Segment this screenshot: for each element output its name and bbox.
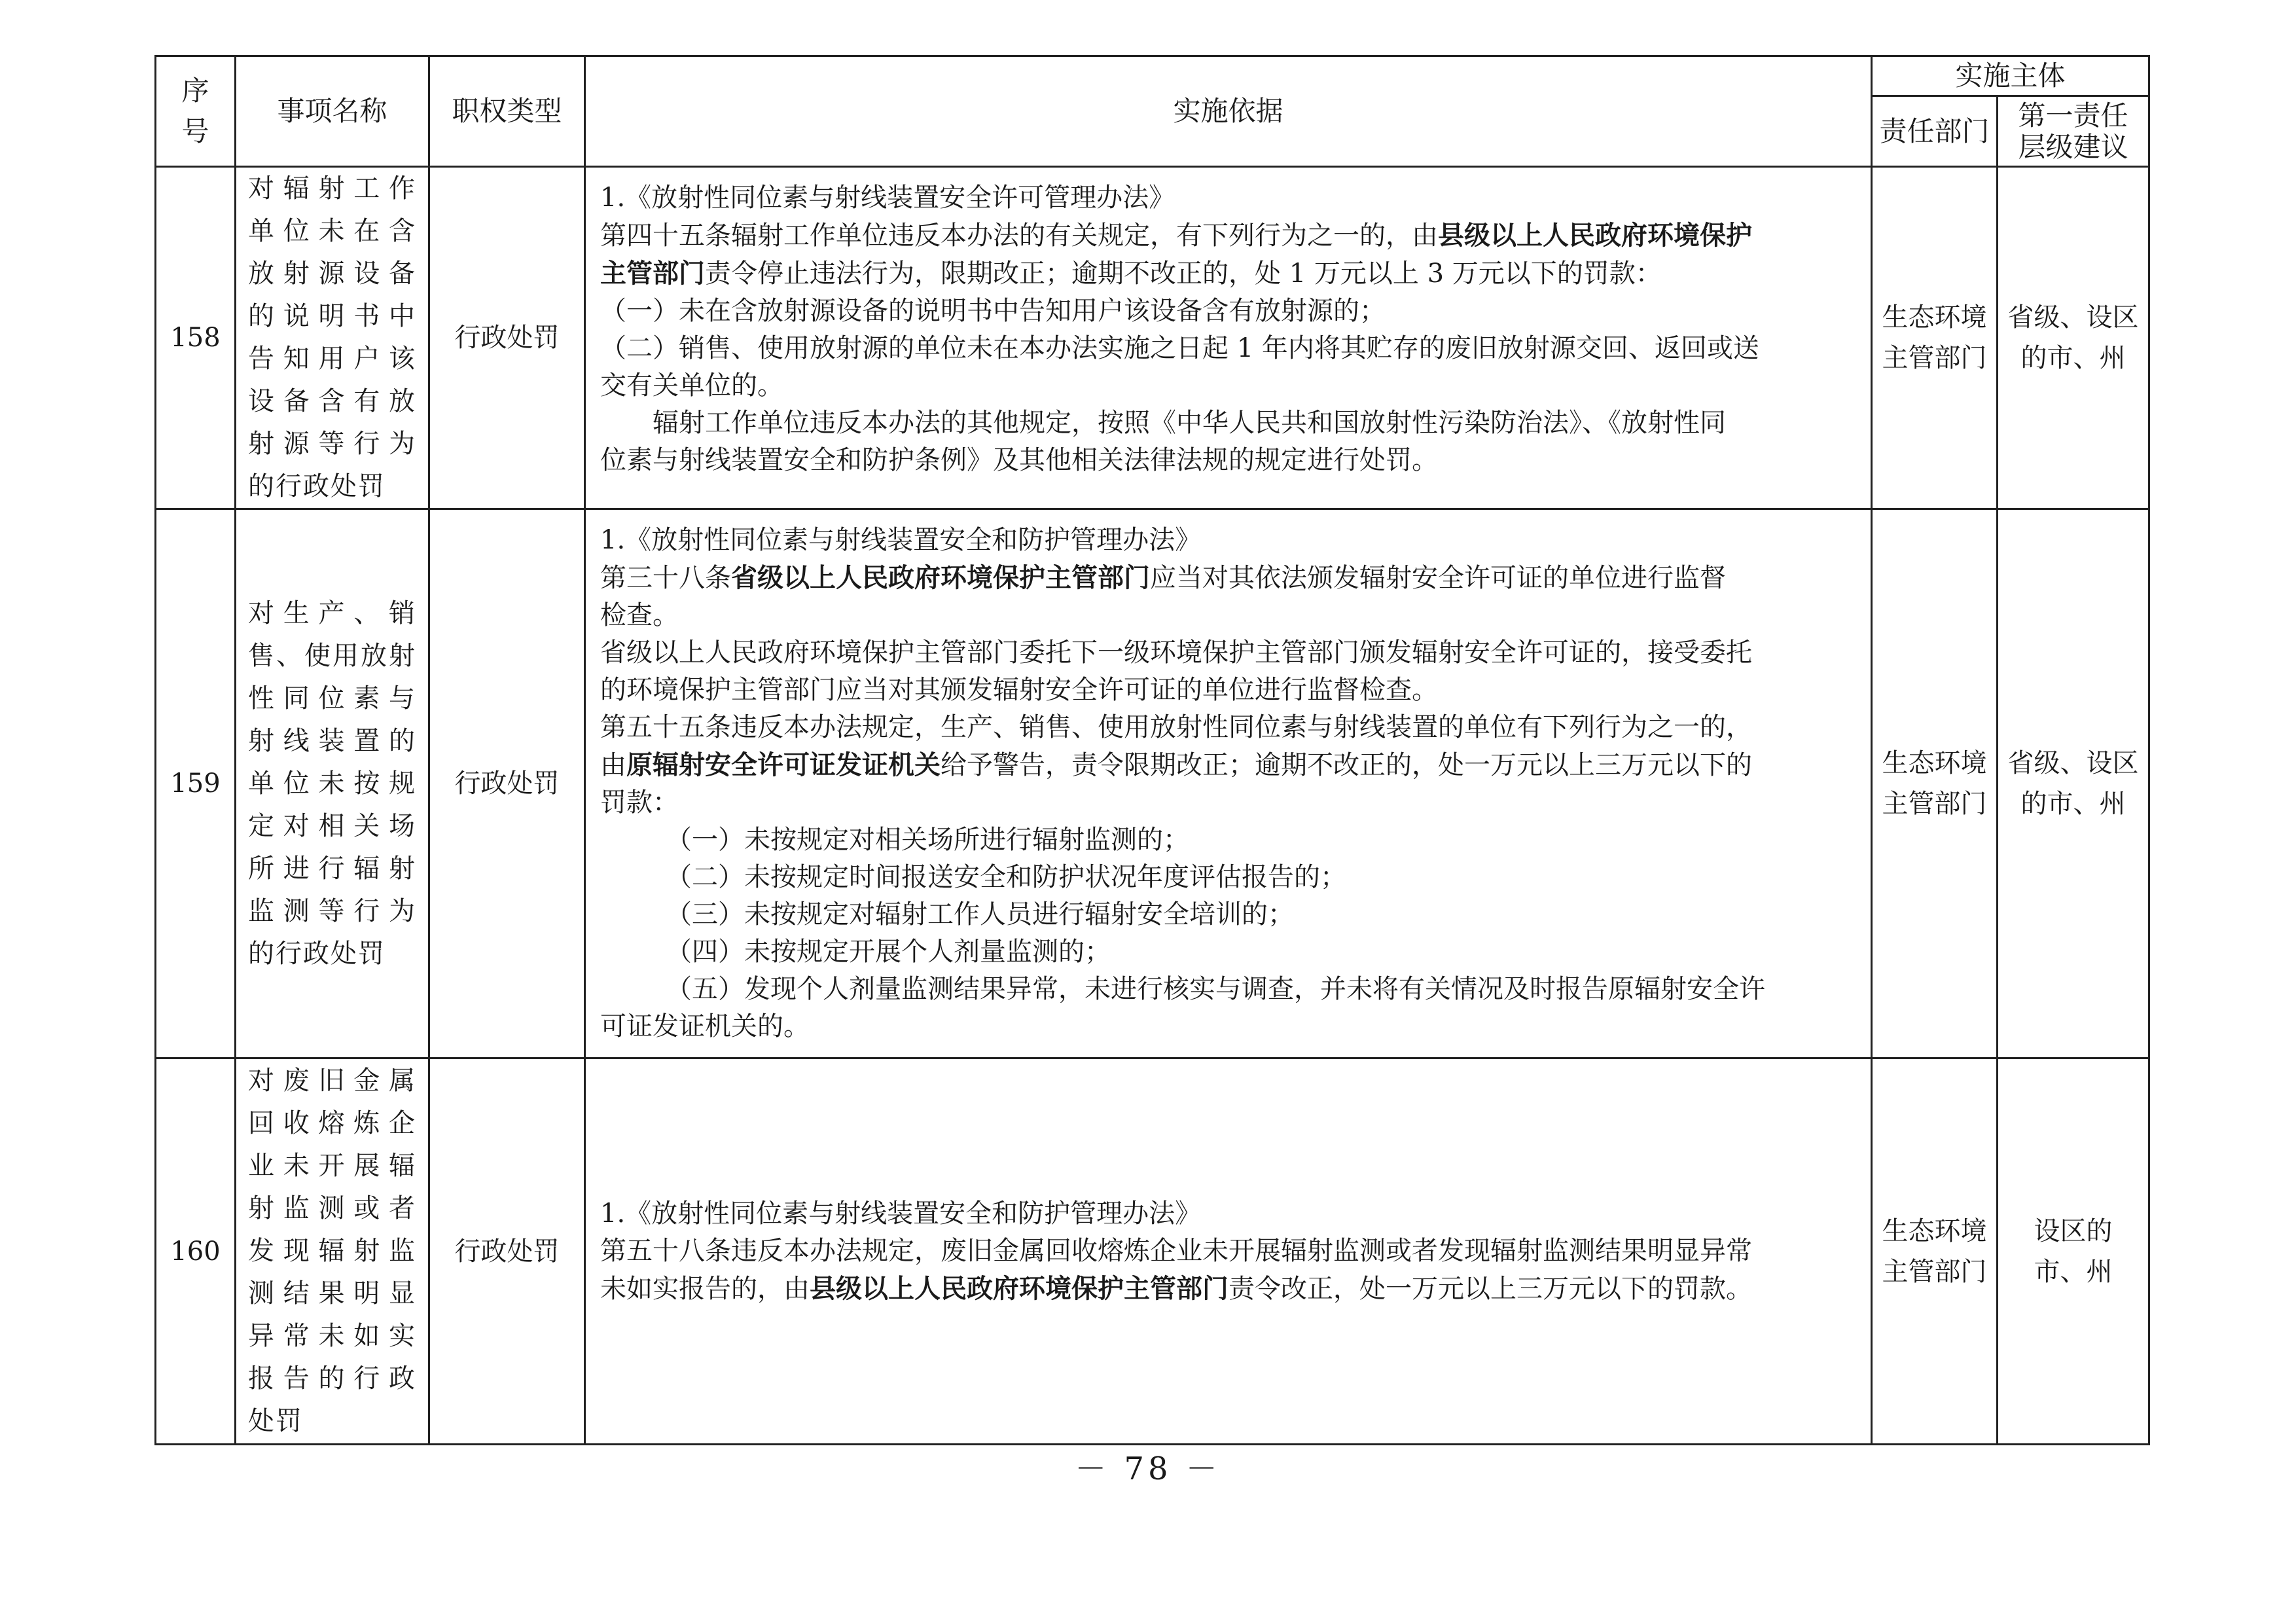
row-dept: 生态环境 主管部门 <box>1872 167 1998 509</box>
row-basis: 1.《放射性同位素与射线装置安全和防护管理办法》 第五十八条违反本办法规定，废旧金属回收熔炼企业未开展辐射监测或者发现辐射监测结果明显异常 未如实报告的，由县级以上人民政府环境保护主管部门责令改正，处一万元以上三万元以下的罚款。 <box>585 1058 1872 1445</box>
header-name: 事项名称 <box>236 56 429 167</box>
header-row-1 <box>156 56 2149 96</box>
row-item-name: 对辐射工作 单位未在含 放射源设备 的说明书中 告知用户该 设备含有放 射源等行为 的行政处罚 <box>236 167 429 509</box>
item-table <box>154 55 2150 1445</box>
header-level: 第一责任 层级建议 <box>1998 96 2149 167</box>
row-dept: 生态环境 主管部门 <box>1872 1058 1998 1445</box>
bold-authority: 主管部门 <box>600 258 705 289</box>
row-power-type: 行政处罚 <box>429 167 585 509</box>
table-row-158 <box>156 167 2149 509</box>
header-subject: 实施主体 <box>1872 56 2149 96</box>
row-level: 设区的 市、州 <box>1998 1058 2149 1445</box>
bold-authority: 原辐射安全许可证发证机关 <box>626 749 941 780</box>
row-basis: 1.《放射性同位素与射线装置安全许可管理办法》 第四十五条辐射工作单位违反本办法的有关规定，有下列行为之一的，由县级以上人民政府环境保护 主管部门责令停止违法行为，限期改正；逾期不改正的，处 1 万元以上 3 万元以下的罚款： （一）未在含放射源设备的说明书中告知用户该设备含有放射源的； （二）销售、使用放射源的单位未在本办法实施之日起 1 年内将其贮存的废旧放射源交回、返回或送 交有关单位的。 辐射工作单位违反本办法的其他规定，按照《中华人民共和国放射性污染防治法》、《放射性同 位素与射线装置安全和防护条例》及其他相关法律法规的规定进行处罚。 <box>585 167 1872 509</box>
row-power-type: 行政处罚 <box>429 1058 585 1445</box>
bold-authority: 县级以上人民政府环境保护 <box>1438 220 1752 251</box>
bold-authority: 县级以上人民政府环境保护主管部门 <box>810 1272 1229 1304</box>
row-item-name: 对废旧金属 回收熔炼企 业未开展辐 射监测或者 发现辐射监 测结果明显 异常未如实 报告的行政 处罚 <box>236 1058 429 1445</box>
row-seq: 158 <box>156 167 236 509</box>
row-level: 省级、设区 的市、州 <box>1998 509 2149 1058</box>
row-basis: 1.《放射性同位素与射线装置安全和防护管理办法》 第三十八条省级以上人民政府环境保护主管部门应当对其依法颁发辐射安全许可证的单位进行监督 检查。 省级以上人民政府环境保护主管部门委托下一级环境保护主管部门颁发辐射安全许可证的，接受委托 的环境保护主管部门应当对其颁发辐射安全许可证的单位进行监督检查。 第五十五条违反本办法规定，生产、销售、使用放射性同位素与射线装置的单位有下列行为之一的， 由原辐射安全许可证发证机关给予警告，责令限期改正；逾期不改正的，处一万元以上三万元以下的 罚款： （一）未按规定对相关场所进行辐射监测的； （二）未按规定时间报送安全和防护状况年度评估报告的； （三）未按规定对辐射工作人员进行辐射安全培训的； （四）未按规定开展个人剂量监测的； （五）发现个人剂量监测结果异常，未进行核实与调查，并未将有关情况及时报告原辐射安全许 可证发证机关的。 <box>585 509 1872 1058</box>
header-basis: 实施依据 <box>585 56 1872 167</box>
header-seq: 序 号 <box>156 56 236 167</box>
table-row-160 <box>156 1058 2149 1445</box>
row-item-name: 对生产、销 售、使用放射 性同位素与 射线装置的 单位未按规 定对相关场 所进行辐射 监测等行为 的行政处罚 <box>236 509 429 1058</box>
row-seq: 160 <box>156 1058 236 1445</box>
row-dept: 生态环境 主管部门 <box>1872 509 1998 1058</box>
bold-authority: 省级以上人民政府环境保护主管部门 <box>731 562 1150 593</box>
row-power-type: 行政处罚 <box>429 509 585 1058</box>
row-level: 省级、设区 的市、州 <box>1998 167 2149 509</box>
row-seq: 159 <box>156 509 236 1058</box>
table-row-159 <box>156 509 2149 1058</box>
page-number: － 78 － <box>1075 1451 1221 1487</box>
header-dept: 责任部门 <box>1872 96 1998 167</box>
header-type: 职权类型 <box>429 56 585 167</box>
